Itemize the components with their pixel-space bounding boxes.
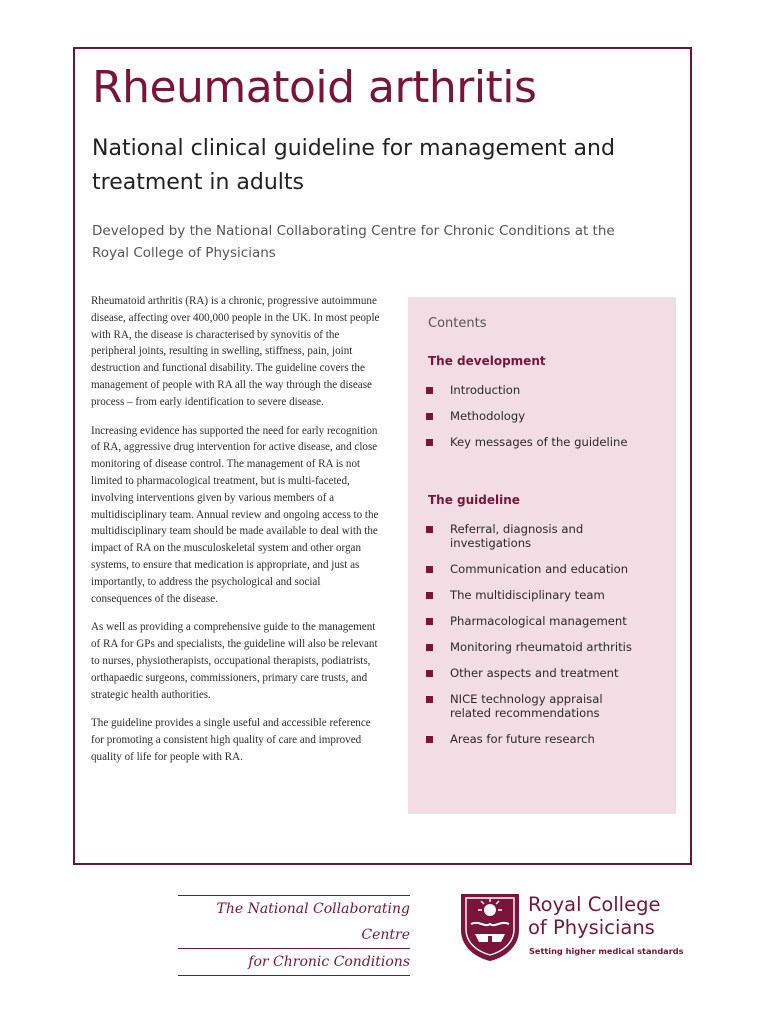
- rcp-name-line2: of Physicians: [528, 916, 655, 939]
- toc-item-label: Referral, diagnosis and investigations: [450, 522, 584, 550]
- developed-by-text: Developed by the National Collaborating Centre for Chronic Conditions at the Royal College of Physicians: [92, 223, 615, 261]
- toc-item-label: Pharmacological management: [450, 614, 627, 628]
- square-bullet-icon: [426, 696, 433, 703]
- body-paragraph: As well as providing a comprehensive guide to the management of RA for GPs and specialists, the guideline will also be relevant to nurses, physiotherapists, occupational therapists, podiatrists, orthapaedic surgeons, commissioners, primary care trusts, and strategic health authorities.: [91, 621, 378, 701]
- section-heading-guideline: The guideline: [428, 493, 520, 507]
- contents-heading: Contents: [428, 316, 487, 331]
- toc-item-mdt[interactable]: [426, 588, 666, 602]
- square-bullet-icon: [426, 387, 433, 394]
- section-heading-development: The development: [428, 354, 546, 368]
- square-bullet-icon: [426, 644, 433, 651]
- body-paragraph: The guideline provides a single useful and accessible reference for promoting a consistent high quality of care and improved quality of life for people with RA.: [91, 717, 371, 763]
- toc-item-label: Methodology: [450, 409, 526, 423]
- toc-item-monitoring[interactable]: [426, 640, 666, 654]
- toc-item-label: Introduction: [450, 383, 521, 397]
- ncc-name-line2: for Chronic Conditions: [248, 954, 410, 970]
- toc-item-introduction[interactable]: [426, 383, 666, 397]
- ncc-name-line1: The National Collaborating Centre: [216, 901, 410, 943]
- document-title: Rheumatoid arthritis: [92, 62, 537, 113]
- toc-item-label: Key messages of the guideline: [450, 435, 628, 449]
- square-bullet-icon: [426, 439, 433, 446]
- toc-item-other-aspects[interactable]: [426, 666, 666, 680]
- toc-item-label: Monitoring rheumatoid arthritis: [450, 640, 632, 654]
- square-bullet-icon: [426, 670, 433, 677]
- toc-item-communication[interactable]: [426, 562, 666, 576]
- toc-item-referral[interactable]: [426, 522, 666, 550]
- rcp-name-line1: Royal College: [528, 893, 661, 916]
- divider: [178, 975, 410, 976]
- document-subtitle: National clinical guideline for management and treatment in adults: [92, 136, 615, 195]
- square-bullet-icon: [426, 592, 433, 599]
- guideline-list: [426, 522, 666, 746]
- body-paragraph: Increasing evidence has supported the need for early recognition of RA, aggressive drug intervention for active disease, and close monitoring of disease control. The management of RA is not limited to pharmacological treatment, but is multi-faceted, involving interventions given by various members of a multidisciplinary team. Annual review and ongoing access to the multidisciplinary team should be made available to deal with the impact of RA on the musculoskeletal system and other organ systems, to ensure that medication is appropriate, and just as importantly, to address the psychological and social consequences of the disease.: [91, 424, 379, 605]
- toc-item-methodology[interactable]: [426, 409, 666, 423]
- toc-item-key-messages[interactable]: [426, 435, 666, 449]
- toc-item-label: The multidisciplinary team: [450, 588, 605, 602]
- toc-item-label: Areas for future research: [450, 732, 595, 746]
- toc-item-label: NICE technology appraisal related recommendations: [450, 692, 603, 720]
- toc-item-label: Other aspects and treatment: [450, 666, 619, 680]
- square-bullet-icon: [426, 566, 433, 573]
- contents-panel: [408, 297, 676, 814]
- ncc-logo: [178, 895, 410, 976]
- toc-item-pharmacological[interactable]: [426, 614, 666, 628]
- square-bullet-icon: [426, 618, 433, 625]
- rcp-tagline: Setting higher medical standards: [529, 946, 684, 956]
- rcp-crest-icon: [459, 890, 521, 962]
- square-bullet-icon: [426, 526, 433, 533]
- body-text: [91, 293, 381, 778]
- toc-item-future-research[interactable]: [426, 732, 666, 746]
- development-list: [426, 383, 666, 449]
- square-bullet-icon: [426, 413, 433, 420]
- rcp-logo-name: [528, 893, 660, 939]
- body-paragraph: Rheumatoid arthritis (RA) is a chronic, progressive autoimmune disease, affecting over 400,000 people in the UK. In most people with RA, the disease is characterised by synovitis of the peripheral joints, resulting in swelling, stiffness, pain, joint destruction and functional disability. The guideline covers the management of people with RA all the way through the disease process – from early identification to severe disease.: [91, 295, 380, 408]
- toc-item-nice[interactable]: [426, 692, 640, 720]
- square-bullet-icon: [426, 736, 433, 743]
- toc-item-label: Communication and education: [450, 562, 629, 576]
